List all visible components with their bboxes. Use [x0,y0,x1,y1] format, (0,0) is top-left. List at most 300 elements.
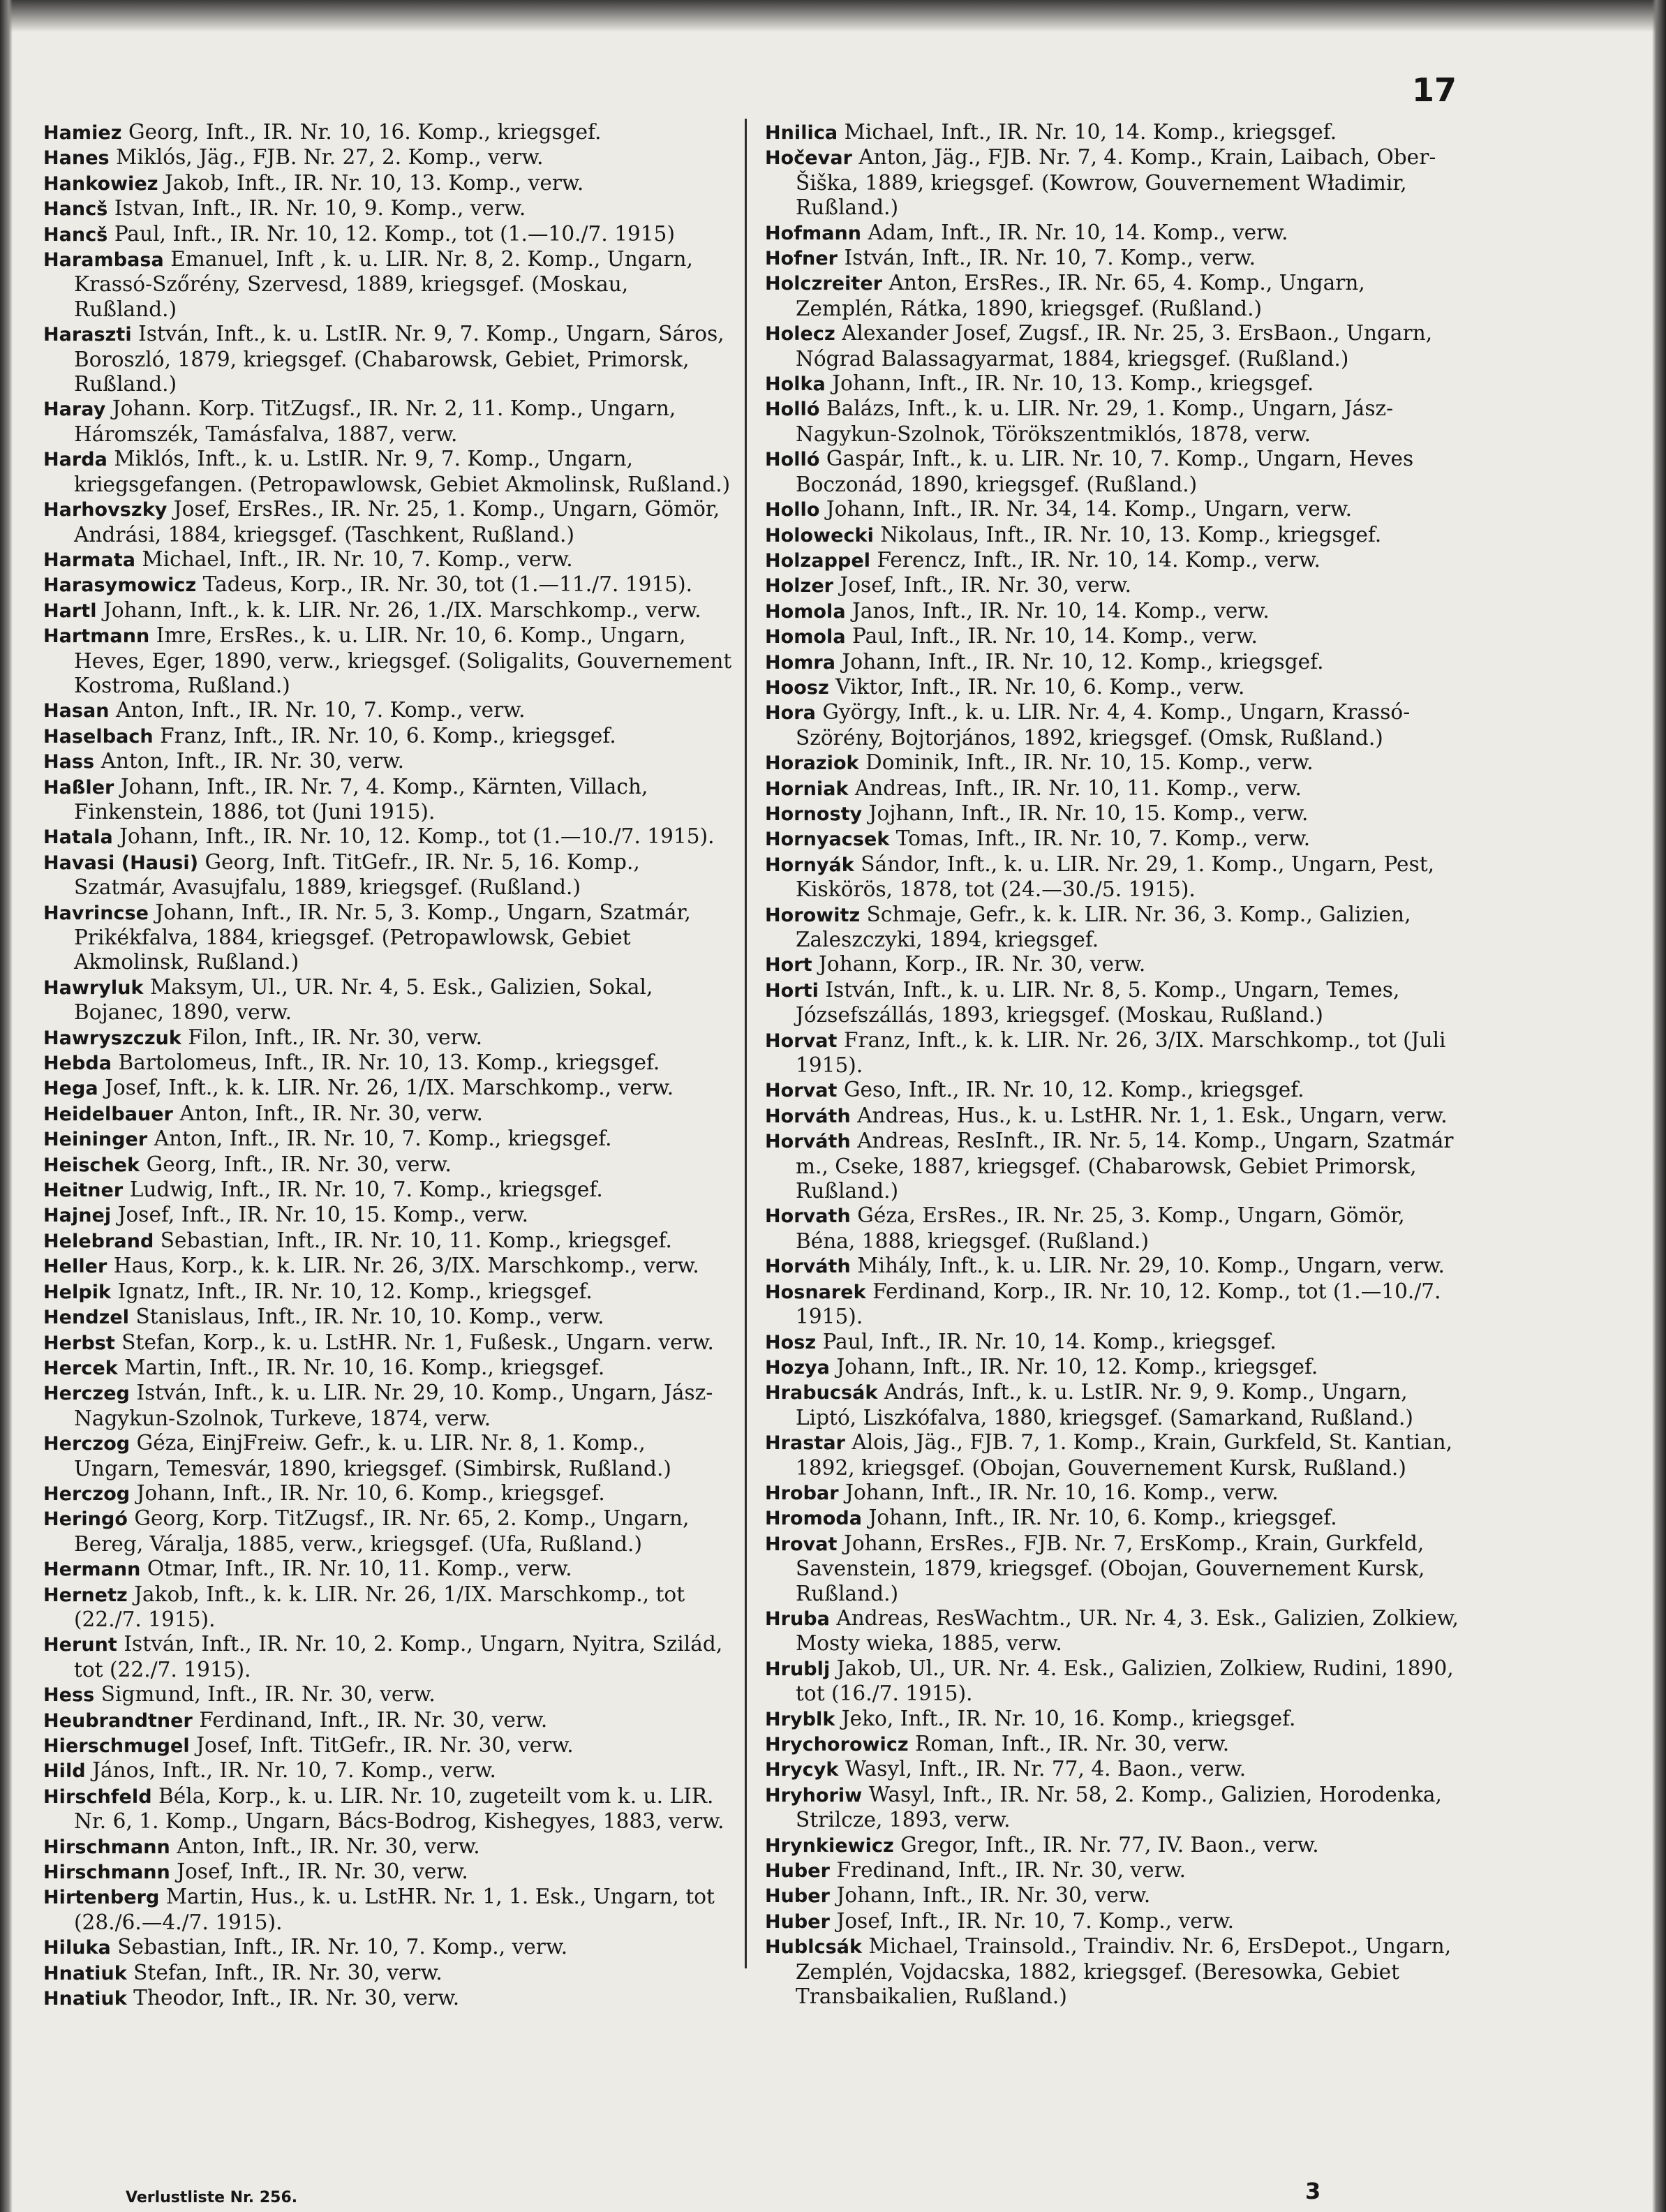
list-item [765,447,1463,497]
entry-surname: Hernetz [43,1584,128,1606]
entry-surname: Hollo [765,499,820,521]
entry-surname: Horváth [765,1256,851,1278]
entry-surname: Holka [765,373,826,396]
entry-surname: Hora [765,702,816,725]
entry-surname: Hass [43,751,95,773]
entry-surname: Holzappel [765,549,871,572]
list-item [43,1051,734,1076]
list-item [43,1682,734,1707]
list-item [765,1380,1463,1430]
entry-details: Johann, Inft., IR. Nr. 10, 6. Komp., kriegsgef. [868,1506,1337,1530]
list-item [765,624,1463,649]
entry-surname: Horvath [765,1205,851,1228]
entry-surname: Hoosz [765,676,829,699]
list-item [765,952,1463,977]
entry-details: Schmaje, Gefr., k. k. LIR. Nr. 36, 3. Komp., Galizien, Zaleszczyki, 1894, kriegsgef. [796,902,1411,951]
list-item [43,1784,734,1834]
entry-details: Andreas, ResWachtm., UR. Nr. 4, 3. Esk., Galizien, Zolkiew, Mosty wieka, 1885, verw. [796,1605,1459,1656]
entry-details: Jakob, Ul., UR. Nr. 4. Esk., Galizien, Zolkiew, Rudini, 1890, tot (16./7. 1915). [796,1656,1454,1706]
entry-surname: Holczreiter [765,273,883,295]
entry-details: Franz, Inft., IR. Nr. 10, 6. Komp., kriegsgef. [160,723,616,748]
entry-surname: Hryblk [765,1708,835,1730]
list-item [43,1885,734,1935]
list-item [765,1203,1463,1254]
list-item [765,1480,1463,1506]
entry-surname: Heubrandtner [43,1709,193,1732]
list-item [43,396,734,447]
entry-details: István, Inft., k. u. LstIR. Nr. 9, 7. Komp., Ungarn, Sáros, Boroszló, 1879, kriegsgef. (Chabarowsk, Gebiet, Primorsk, Rußland.) [74,322,724,396]
entry-surname: Hrobar [765,1482,839,1504]
entry-surname: Hess [43,1684,95,1707]
list-item [43,1431,734,1481]
entry-surname: Horváth [765,1131,851,1153]
list-item [43,447,734,497]
entry-details: Miklós, Inft., k. u. LstIR. Nr. 9, 7. Komp., Ungarn, kriegsgefangen. (Petropawlowsk, Gebiet Akmolinsk, Rußland.) [74,447,731,496]
entry-surname: Hruba [765,1608,830,1630]
list-item [43,1356,734,1381]
list-item [43,222,734,247]
entry-surname: Hnatiuk [43,1962,127,1984]
list-item [765,221,1463,246]
list-item [765,1254,1463,1279]
entry-surname: Hermann [43,1559,141,1581]
entry-details: Johann, Inft., IR. Nr. 10, 13. Komp., kriegsgef. [832,371,1314,396]
entry-details: Georg, Inft., IR. Nr. 10, 16. Komp., kriegsgef. [128,120,602,144]
entry-surname: Harda [43,449,107,471]
entry-details: Géza, EinjFreiw. Gefr., k. u. LIR. Nr. 8, 1. Komp., Ungarn, Temesvár, 1890, kriegsgef. (Simbirsk, Rußland.) [74,1431,671,1480]
entry-surname: Hromoda [765,1508,863,1530]
entry-details: Ferencz, Inft., IR. Nr. 10, 14. Komp., verw. [877,547,1321,572]
entry-details: Johann, Inft., IR. Nr. 7, 4. Komp., Kärnten, Villach, Finkenstein, 1886, tot (Juni 1915). [74,774,648,824]
list-item [43,698,734,723]
entry-details: Paul, Inft., IR. Nr. 10, 12. Komp., tot (1.—10./7. 1915) [114,221,676,246]
entry-details: Imre, ErsRes., k. u. LIR. Nr. 10, 6. Komp., Ungarn, Heves, Eger, 1890, verw., kriegsgef. (Soligalits, Gouvernement Kostroma, Rußland.) [74,623,732,697]
list-item [765,1355,1463,1380]
list-item [765,801,1463,826]
list-item [43,724,734,749]
list-item [43,1381,734,1431]
entry-details: Paul, Inft., IR. Nr. 10, 14. Komp., kriegsgef. [822,1329,1277,1353]
entry-details: Roman, Inft., IR. Nr. 30, verw. [915,1732,1230,1756]
list-item [43,824,734,849]
entry-details: Ignatz, Inft., IR. Nr. 10, 12. Komp., kriegsgef. [117,1279,593,1303]
entry-details: András, Inft., k. u. LstIR. Nr. 9, 9. Komp., Ungarn, Liptó, Liszkófalva, 1880, kriegsgef. (Samarkand, Rußland.) [796,1380,1413,1430]
entry-surname: Hočevar [765,147,852,170]
list-item [765,826,1463,852]
list-item [43,1557,734,1582]
entry-surname: Horváth [765,1105,851,1127]
entry-surname: Helebrand [43,1230,154,1252]
entry-surname: Hublcsák [765,1936,863,1959]
entry-surname: Horvat [765,1030,838,1052]
list-item [765,700,1463,750]
entry-surname: Hamiez [43,122,122,144]
entry-details: Johann, Inft., IR. Nr. 5, 3. Komp., Ungarn, Szatmár, Prikékfalva, 1884, kriegsgef. (Petropawlowsk, Gebiet Akmolinsk, Rußland.) [74,900,691,974]
entry-details: Josef, Inft., IR. Nr. 30, verw. [177,1860,468,1884]
entry-details: Johann, Inft., IR. Nr. 30, verw. [836,1883,1151,1908]
page-right-shadow [1652,0,1666,2212]
entry-details: Ludwig, Inft., IR. Nr. 10, 7. Komp., kriegsgef. [129,1178,603,1202]
entry-details: Viktor, Inft., IR. Nr. 10, 6. Komp., verw. [835,674,1245,699]
entry-details: Alexander Josef, Zugsf., IR. Nr. 25, 3. ErsBaon., Ungarn, Nógrad Balassagyarmat, 1884, kriegsgef. (Rußland.) [796,321,1433,371]
page-left-shadow [0,0,13,2212]
list-item [43,900,734,975]
list-item [43,850,734,900]
entry-details: Istvan, Inft., IR. Nr. 10, 9. Komp., verw. [114,196,526,221]
entry-surname: Hosz [765,1331,817,1353]
list-item [43,1127,734,1152]
entry-surname: Hancš [43,198,108,221]
entry-surname: Hrastar [765,1432,845,1455]
entry-surname: Hebda [43,1053,112,1075]
entry-surname: Hendzel [43,1307,130,1329]
entry-surname: Horaziok [765,752,859,775]
list-item [43,1330,734,1356]
entry-surname: Hornosty [765,803,863,825]
entry-surname: Homola [765,626,846,648]
entry-surname: Hild [43,1760,86,1783]
list-item [765,852,1463,903]
list-item [765,675,1463,700]
entry-surname: Hornyacsek [765,829,890,851]
list-item [43,1229,734,1254]
list-item [765,1104,1463,1129]
entry-details: Anton, Inft., IR. Nr. 10, 7. Komp., verw. [116,698,526,722]
entry-details: Josef, ErsRes., IR. Nr. 25, 1. Komp., Ungarn, Gömör, Andrási, 1884, kriegsgef. (Taschkent, Rußland.) [74,497,720,547]
list-item [765,1129,1463,1203]
list-item [43,1076,734,1101]
entry-details: Anton, Inft., IR. Nr. 30, verw. [101,749,405,773]
list-item [43,196,734,221]
entry-details: Johann, Inft., IR. Nr. 10, 16. Komp., verw. [845,1480,1279,1504]
footer-list-number: Verlustliste Nr. 256. [126,2189,298,2206]
list-item [43,623,734,698]
entry-surname: Hozya [765,1356,830,1379]
entry-surname: Helpik [43,1281,112,1303]
entry-surname: Hrublj [765,1658,831,1680]
list-item [43,1481,734,1506]
entry-surname: Herbst [43,1332,115,1354]
entry-surname: Hawryluk [43,977,144,999]
entry-details: Georg, Korp. TitZugsf., IR. Nr. 65, 2. Komp., Ungarn, Bereg, Váralja, 1885, verw., kriegsgef. (Ufa, Rußland.) [74,1506,690,1556]
column-divider [745,119,747,1968]
entry-surname: Herunt [43,1634,117,1656]
entry-surname: Hofmann [765,222,862,244]
list-item [765,1757,1463,1782]
list-item [765,1833,1463,1858]
list-item [43,1254,734,1279]
entry-surname: Hrycyk [765,1759,839,1781]
entry-details: Gregor, Inft., IR. Nr. 77, IV. Baon., verw. [900,1832,1319,1857]
entry-details: Fredinand, Inft., IR. Nr. 30, verw. [836,1858,1187,1883]
entry-surname: Hirschmann [43,1836,170,1858]
entry-surname: Heitner [43,1180,124,1202]
entry-details: Johann, Inft., IR. Nr. 34, 14. Komp., Ungarn, verw. [826,497,1353,521]
page-top-shadow [0,0,1666,32]
list-item [765,978,1463,1028]
entry-surname: Havasi (Hausi) [43,852,199,874]
right-column [765,120,1463,2009]
list-item [43,145,734,170]
entry-details: Béla, Korp., k. u. LIR. Nr. 10, zugeteilt vom k. u. LIR. Nr. 6, 1. Komp., Ungarn, Bács-Bodrog, Kishegyes, 1883, verw. [74,1783,724,1834]
list-item [765,1707,1463,1732]
list-item [765,145,1463,220]
entry-surname: Homola [765,600,846,623]
list-item [765,321,1463,371]
entry-details: Johann, Inft., IR. Nr. 10, 12. Komp., tot (1.—10./7. 1915). [119,824,715,849]
entry-surname: Haßler [43,776,114,799]
entry-details: Andreas, Hus., k. u. LstHR. Nr. 1, 1. Esk., Ungarn, verw. [857,1103,1448,1127]
entry-details: Johann, Inft., IR. Nr. 10, 6. Komp., kriegsgef. [136,1480,605,1505]
entry-surname: Herczeg [43,1383,130,1405]
entry-surname: Harhovszky [43,499,168,521]
entry-details: János, Inft., IR. Nr. 10, 7. Komp., verw. [92,1758,496,1783]
list-item [765,1909,1463,1934]
entry-details: Anton, Jäg., FJB. Nr. 7, 4. Komp., Krain, Laibach, Ober-Šiška, 1889, kriegsgef. (Kowrow, Gouvernement Władimir, Rußland.) [796,145,1436,220]
entry-details: Georg, Inft., IR. Nr. 30, verw. [146,1152,452,1176]
entry-surname: Horowitz [765,904,861,926]
entry-details: Johann, Inft., k. k. LIR. Nr. 26, 1./IX. Marschkomp., verw. [103,597,701,622]
list-item [765,776,1463,801]
entry-surname: Hirschfeld [43,1786,152,1808]
list-item [43,975,734,1025]
entry-details: Anton, Inft., IR. Nr. 30, verw. [177,1834,480,1858]
entry-surname: Harmata [43,549,135,571]
entry-surname: Heininger [43,1129,148,1151]
list-item [43,1708,734,1733]
entry-surname: Hirschmann [43,1862,170,1884]
list-item [43,1101,734,1127]
entry-surname: Hancš [43,223,108,246]
list-item [43,171,734,196]
list-item [43,322,734,396]
entry-surname: Hatala [43,826,113,849]
entry-surname: Hiluka [43,1937,111,1959]
list-item [765,1606,1463,1656]
entry-details: Ferdinand, Inft., IR. Nr. 30, verw. [199,1707,548,1732]
entry-details: István, Inft., IR. Nr. 10, 7. Komp., verw. [844,246,1256,270]
entry-details: Jakob, Inft., IR. Nr. 10, 13. Komp., verw. [164,170,584,195]
entry-details: Michael, Inft., IR. Nr. 10, 14. Komp., kriegsgef. [844,120,1337,144]
entry-surname: Hercek [43,1357,118,1379]
entry-details: Theodor, Inft., IR. Nr. 30, verw. [133,1986,460,2010]
entry-details: Franz, Inft., k. k. LIR. Nr. 26, 3/IX. Marschkomp., tot (Juli 1915). [796,1027,1446,1078]
entry-surname: Hryhoriw [765,1784,863,1806]
list-item [765,246,1463,271]
list-item [43,1733,734,1758]
entry-details: Filon, Inft., IR. Nr. 30, verw. [188,1025,483,1049]
entry-details: Andreas, Inft., IR. Nr. 10, 11. Komp., verw. [854,775,1302,800]
entry-surname: Herczog [43,1433,131,1455]
list-item [765,1279,1463,1330]
entry-surname: Hanes [43,147,110,170]
entry-details: Josef, Inft., IR. Nr. 10, 7. Komp., verw. [836,1908,1235,1933]
list-item [765,1506,1463,1531]
entry-surname: Huber [765,1885,831,1908]
entry-details: Balázs, Inft., k. u. LIR. Nr. 29, 1. Komp., Ungarn, Jász-Nagykun-Szolnok, Törökszentmiklós, 1878, verw. [796,396,1394,446]
list-item [43,1305,734,1330]
list-item [43,1582,734,1633]
entry-surname: Horvat [765,1080,838,1102]
list-item [43,1632,734,1682]
entry-surname: Hrynkiewicz [765,1834,894,1857]
entry-surname: Hosnarek [765,1281,866,1303]
entry-surname: Hornyák [765,854,854,876]
list-item [765,1858,1463,1883]
list-item [765,1934,1463,2009]
entry-surname: Huber [765,1910,831,1933]
entry-surname: Heringó [43,1508,128,1531]
entry-surname: Hrychorowicz [765,1734,909,1756]
entry-details: Nikolaus, Inft., IR. Nr. 10, 13. Komp., kriegsgef. [880,522,1382,547]
entry-details: Sigmund, Inft., IR. Nr. 30, verw. [101,1682,436,1707]
entry-details: Michael, Trainsold., Traindiv. Nr. 6, ErsDepot., Ungarn, Zemplén, Vojdacska, 1882, kriegsgef. (Beresowka, Gebiet Transbaikalien, Rußland.) [796,1934,1452,2009]
list-item [765,1883,1463,1908]
list-item [765,573,1463,598]
entry-surname: Holló [765,399,820,421]
entry-surname: Heischek [43,1154,140,1176]
entry-details: Tomas, Inft., IR. Nr. 10, 7. Komp., verw. [895,826,1311,851]
entry-surname: Hawryszczuk [43,1027,181,1049]
entry-surname: Hrovat [765,1533,838,1555]
entry-details: Anton, Inft., IR. Nr. 30, verw. [179,1101,483,1125]
entry-details: Sebastian, Inft., IR. Nr. 10, 11. Komp., kriegsgef. [160,1228,672,1252]
entry-surname: Heidelbauer [43,1103,174,1125]
entry-surname: Holzer [765,575,834,597]
list-item [765,750,1463,775]
entry-details: Adam, Inft., IR. Nr. 10, 14. Komp., verw. [868,220,1288,244]
list-item [43,497,734,547]
entry-details: Martin, Hus., k. u. LstHR. Nr. 1, 1. Esk., Ungarn, tot (28./6.—4./7. 1915). [74,1885,715,1934]
entry-surname: Horniak [765,778,849,800]
footer-signature-number: 3 [1305,2178,1321,2204]
entry-surname: Harasymowicz [43,574,197,597]
entry-surname: Homra [765,651,836,674]
left-column [43,120,734,2011]
list-item [765,548,1463,573]
entry-details: Gaspár, Inft., k. u. LIR. Nr. 10, 7. Komp., Ungarn, Heves Boczonád, 1890, kriegsgef. (Rußland.) [796,447,1414,496]
entry-details: Stanislaus, Inft., IR. Nr. 10, 10. Komp., verw. [135,1305,604,1329]
list-item [43,1986,734,2011]
entry-details: Stefan, Inft., IR. Nr. 30, verw. [133,1960,442,1984]
list-item [43,1961,734,1986]
entry-details: Jakob, Inft., k. k. LIR. Nr. 26, 1/IX. Marschkomp., tot (22./7. 1915). [74,1582,685,1631]
entry-details: Michael, Inft., IR. Nr. 10, 7. Komp., verw. [142,547,573,571]
entry-details: Johann, Inft., IR. Nr. 10, 12. Komp., kriegsgef. [842,649,1324,674]
list-item [43,120,734,145]
entry-surname: Horti [765,979,819,1002]
entry-details: Ferdinand, Korp., IR. Nr. 10, 12. Komp., tot (1.—10./7. 1915). [796,1279,1441,1329]
entry-details: Josef, Inft. TitGefr., IR. Nr. 30, verw. [196,1733,574,1757]
list-item [43,547,734,572]
list-item [765,650,1463,675]
entry-details: Jeko, Inft., IR. Nr. 10, 16. Komp., kriegsgef. [841,1706,1296,1730]
entry-surname: Haray [43,399,106,421]
list-item [765,120,1463,145]
entry-surname: Hankowiez [43,172,158,195]
list-item [765,1732,1463,1757]
list-item [43,247,734,322]
list-item [43,775,734,825]
entry-details: Tadeus, Korp., IR. Nr. 30, tot (1.—11./7. 1915). [202,572,693,597]
entry-surname: Havrincse [43,902,149,924]
entry-surname: Holló [765,449,820,471]
entry-details: Anton, Inft., IR. Nr. 10, 7. Komp., kriegsgef. [154,1127,612,1151]
list-item [43,749,734,774]
entry-details: Johann, Korp., IR. Nr. 30, verw. [819,952,1146,977]
entry-surname: Hajnej [43,1205,112,1227]
list-item [43,1758,734,1783]
list-item [765,1028,1463,1078]
entry-details: Geso, Inft., IR. Nr. 10, 12. Komp., kriegsgef. [843,1078,1304,1102]
entry-surname: Hirtenberg [43,1887,160,1909]
entry-details: Janos, Inft., IR. Nr. 10, 14. Komp., verw. [852,598,1270,623]
list-item [43,1025,734,1051]
entry-details: Bartolomeus, Inft., IR. Nr. 10, 13. Komp., kriegsgef. [118,1051,660,1075]
entry-details: Andreas, ResInft., IR. Nr. 5, 14. Komp., Ungarn, Szatmár m., Cseke, 1887, kriegsgef. (Chabarowsk, Gebiet Primorsk, Rußland.) [796,1129,1454,1203]
list-item [765,371,1463,396]
list-item [765,497,1463,522]
entry-details: Alois, Jäg., FJB. 7, 1. Komp., Krain, Gurkfeld, St. Kantian, 1892, kriegsgef. (Obojan, Gouvernement Kursk, Rußland.) [796,1430,1453,1480]
entry-details: Jojhann, Inft., IR. Nr. 10, 15. Komp., verw. [868,801,1309,825]
entry-details: Paul, Inft., IR. Nr. 10, 14. Komp., verw. [852,624,1258,648]
entry-surname: Hasan [43,700,110,722]
list-item [765,271,1463,321]
entry-details: Josef, Inft., k. k. LIR. Nr. 26, 1/IX. Marschkomp., verw. [105,1076,674,1100]
entry-surname: Holowecki [765,524,874,547]
entry-surname: Hierschmugel [43,1735,190,1757]
list-item [765,523,1463,548]
entry-details: Josef, Inft., IR. Nr. 30, verw. [840,573,1132,597]
entry-details: Mihály, Inft., k. u. LIR. Nr. 29, 10. Komp., Ungarn, verw. [857,1254,1445,1278]
entry-details: István, Inft., k. u. LIR. Nr. 8, 5. Komp., Ungarn, Temes, Józsefszállás, 1893, kriegsgef. (Moskau, Rußland.) [796,977,1400,1027]
list-item [765,903,1463,953]
list-item [43,1152,734,1178]
list-item [765,1531,1463,1606]
list-item [43,1935,734,1960]
list-item [43,1860,734,1885]
entry-surname: Hartmann [43,625,150,648]
list-item [765,599,1463,624]
entry-details: Johann, Inft., IR. Nr. 10, 12. Komp., kriegsgef. [836,1354,1318,1379]
entry-surname: Hnilica [765,122,838,144]
list-item [43,1834,734,1860]
list-item [765,1430,1463,1480]
list-item [765,1330,1463,1355]
entry-surname: Hnatiuk [43,1988,127,2010]
list-item [43,598,734,623]
list-item [765,396,1463,447]
list-item [765,1783,1463,1833]
list-item [43,1178,734,1203]
entry-details: Miklós, Jäg., FJB. Nr. 27, 2. Komp., verw. [116,145,544,170]
entry-surname: Harambasa [43,249,164,272]
entry-details: Haus, Korp., k. k. LIR. Nr. 26, 3/IX. Marschkomp., verw. [113,1254,699,1278]
list-item [765,1656,1463,1707]
entry-details: Sebastian, Inft., IR. Nr. 10, 7. Komp., verw. [117,1935,568,1959]
entry-details: Martin, Inft., IR. Nr. 10, 16. Komp., kriegsgef. [124,1355,605,1379]
entry-details: György, Inft., k. u. LIR. Nr. 4, 4. Komp., Ungarn, Krassó-Szörény, Bojtorjános, 1892, kriegsgef. (Omsk, Rußland.) [796,700,1411,750]
page-number: 17 [1411,71,1457,109]
list-item [43,1279,734,1305]
entry-details: Otmar, Inft., IR. Nr. 10, 11. Komp., verw. [147,1557,572,1581]
entry-surname: Hartl [43,600,97,622]
entry-surname: Hofner [765,248,838,270]
entry-details: Josef, Inft., IR. Nr. 10, 15. Komp., verw. [117,1203,529,1227]
entry-details: Wasyl, Inft., IR. Nr. 77, 4. Baon., verw. [845,1757,1247,1781]
entry-details: István, Inft., k. u. LIR. Nr. 29, 10. Komp., Ungarn, Jász-Nagykun-Szolnok, Turkeve, 1874, verw. [74,1381,713,1430]
entry-details: Emanuel, Inft , k. u. LIR. Nr. 8, 2. Komp., Ungarn, Krassó-Szőrény, Szervesd, 1889, kriegsgef. (Moskau, Rußland.) [74,247,693,321]
